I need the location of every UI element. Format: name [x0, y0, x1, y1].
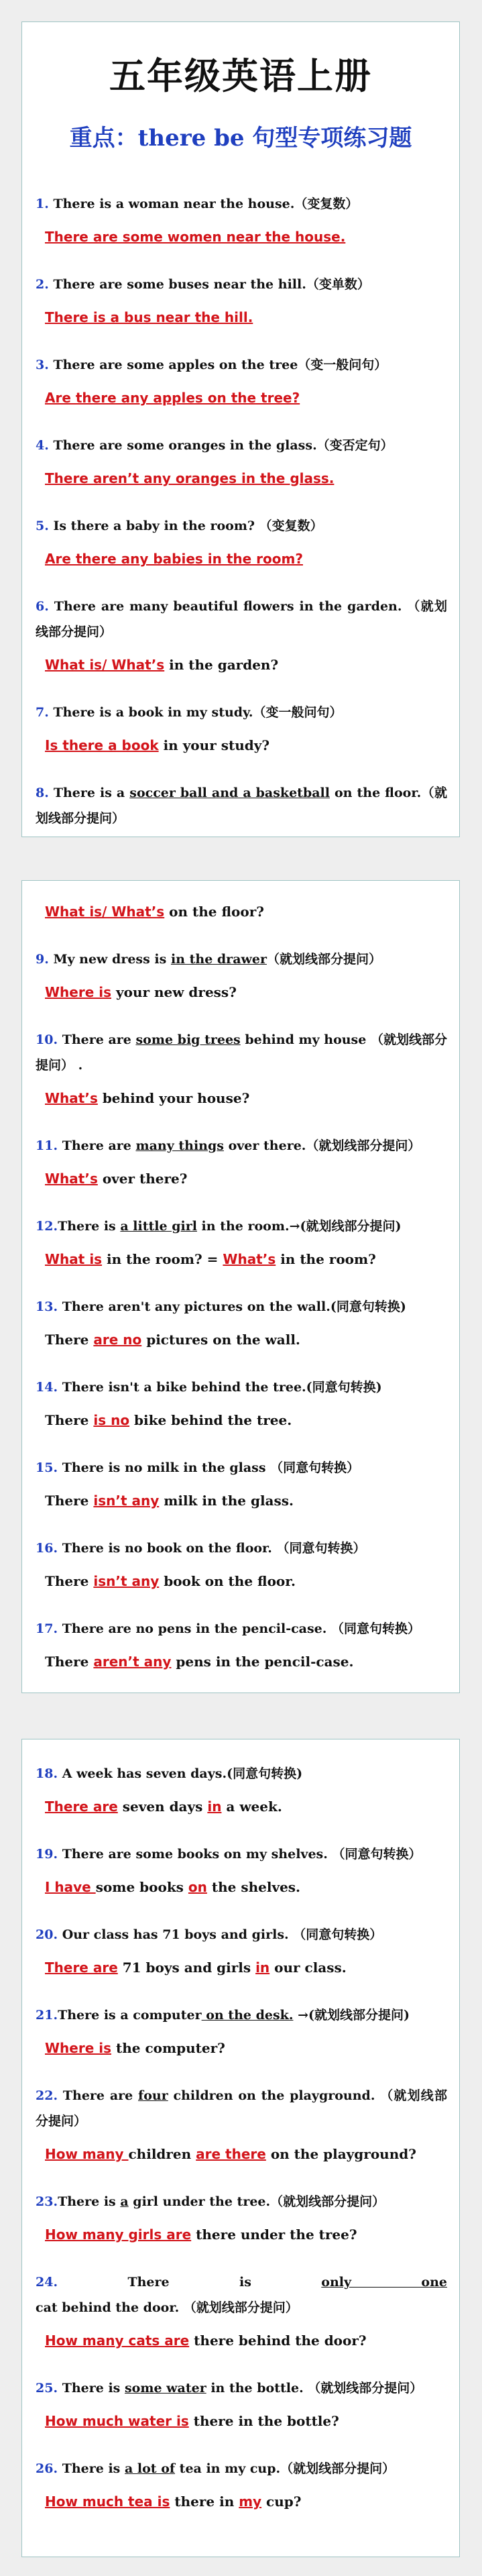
question-number: 11.: [36, 1138, 58, 1153]
question-18: [36, 1761, 447, 1820]
underlined-part: soccer ball and a basketball: [129, 786, 330, 800]
answer-text: isn’t any: [93, 1573, 160, 1589]
question-14: [36, 1375, 447, 1434]
question-text-pre: There are: [62, 2088, 139, 2103]
question-text-post: on the floor.（就划线部分提问）: [36, 786, 447, 826]
question-23: [36, 2189, 447, 2248]
answer-text: There are some women near the house.: [45, 229, 346, 245]
answer-rest: bike behind the tree.: [129, 1412, 292, 1428]
answer-rest: cup?: [261, 2493, 302, 2510]
answer-text: is no: [93, 1412, 130, 1428]
question-4: [36, 433, 447, 492]
question-13: [36, 1294, 447, 1353]
question-24: [36, 2269, 447, 2354]
answer-rest: pens in the pencil-case.: [171, 1654, 354, 1670]
answer-pre: There: [45, 1573, 94, 1589]
question-6: [36, 594, 447, 678]
question-text-post: in the bottle. （就划线部分提问）: [206, 2381, 423, 2396]
answer-text: What is: [45, 1251, 103, 1267]
question-text: There aren't any pictures on the wall.(同意句转换): [62, 1299, 406, 1314]
question-5: [36, 513, 447, 572]
answer-text: Is there a book: [45, 737, 159, 753]
question-12: [36, 1214, 447, 1273]
underlined-part: a little girl: [120, 1219, 197, 1234]
answer-pre: There: [45, 1332, 94, 1348]
question-number: 13.: [36, 1299, 58, 1314]
answer-text: What is/ What’s: [45, 657, 165, 673]
question-text: There are many beautiful flowers in the garden. （就划线部分提问）: [36, 599, 447, 639]
answer-rest: in the room?: [276, 1251, 376, 1267]
underlined-part: on the desk.: [201, 2008, 294, 2023]
answer-rest: on the floor?: [164, 904, 264, 920]
question-text-pre: There is: [62, 2461, 125, 2476]
answer-text: What is/ What’s: [45, 904, 165, 920]
question-19: [36, 1841, 447, 1900]
answer-rest: pictures on the wall.: [141, 1332, 300, 1348]
question-number: 19.: [36, 1847, 58, 1862]
answer-text: isn’t any: [93, 1493, 160, 1509]
answer-rest: there in the bottle?: [188, 2413, 339, 2429]
answer-text: Are there any babies in the room?: [45, 551, 303, 567]
answer-mid: in the room? =: [102, 1251, 223, 1267]
underlined-part: four: [138, 2088, 168, 2103]
question-15: [36, 1455, 447, 1514]
question-text: There is a book in my study.（变一般问句）: [53, 705, 343, 720]
question-text-post: in the room.→(就划线部分提问): [196, 1219, 402, 1234]
question-number: 12.: [36, 1219, 58, 1234]
question-text-post: children on the playground. （就划线部分提问）: [36, 2088, 447, 2129]
answer-text: I have: [45, 1879, 96, 1895]
answer-text: How much tea is: [45, 2493, 170, 2510]
question-8-answer: [36, 898, 447, 925]
answer-text: There are: [45, 1799, 118, 1815]
underlined-part: many things: [135, 1138, 224, 1153]
answer-mid: there in: [170, 2493, 239, 2510]
question-text: There isn't a bike behind the tree.(同意句转换): [62, 1380, 382, 1395]
question-number: 21.: [36, 2008, 58, 2023]
answer-text: There is a bus near the hill.: [45, 309, 253, 325]
question-number: 20.: [36, 1927, 58, 1942]
question-7: [36, 700, 447, 759]
answer-text-2: What’s: [223, 1251, 276, 1267]
answer-rest: the computer?: [111, 2040, 225, 2056]
underlined-part: some big trees: [135, 1032, 241, 1047]
question-25: [36, 2375, 447, 2434]
question-text: There are some books on my shelves. （同意句转换）: [62, 1847, 422, 1862]
answer-text: Are there any apples on the tree?: [45, 390, 300, 406]
question-number: 6.: [36, 599, 49, 614]
question-number: 2.: [36, 277, 49, 292]
answer-text: Where is: [45, 2040, 112, 2056]
question-number: 15.: [36, 1460, 58, 1475]
question-text-post: （就划线部分提问）: [266, 952, 381, 967]
question-number: 17.: [36, 1621, 58, 1636]
question-text-post: girl under the tree.（就划线部分提问）: [128, 2194, 385, 2209]
answer-rest: a week.: [221, 1799, 282, 1815]
answer-rest: your new dress?: [111, 984, 237, 1000]
answer-rest: our class.: [269, 1960, 347, 1976]
underlined-part: only one: [321, 2275, 447, 2290]
question-20: [36, 1922, 447, 1981]
question-1: [36, 191, 447, 250]
question-text-pre: There are: [62, 1032, 136, 1047]
answer-text: How many: [45, 2146, 129, 2162]
answer-rest: book on the floor.: [159, 1573, 296, 1589]
underlined-part: some water: [124, 2381, 206, 2396]
question-text-pre: There is: [58, 2194, 121, 2209]
question-text: There are some oranges in the glass.（变否定句）: [53, 438, 394, 453]
question-10: [36, 1027, 447, 1112]
question-26: [36, 2456, 447, 2515]
question-8: [36, 780, 447, 831]
question-text: There are some apples on the tree（变一般问句）: [53, 358, 387, 372]
answer-mid: some books: [95, 1879, 188, 1895]
question-number: 25.: [36, 2381, 58, 2396]
answer-text: How many cats are: [45, 2332, 190, 2349]
question-text-pre: My new dress is: [53, 952, 171, 967]
answer-pre: There: [45, 1412, 94, 1428]
question-number: 24.: [36, 2275, 58, 2290]
question-22: [36, 2083, 447, 2167]
underlined-part: in the drawer: [170, 952, 267, 967]
answer-text: How many girls are: [45, 2226, 192, 2243]
worksheet-page-2: [21, 880, 460, 1693]
answer-rest: behind your house?: [97, 1090, 250, 1106]
answer-text: What’s: [45, 1090, 98, 1106]
underlined-part: a: [120, 2194, 129, 2209]
question-number: 4.: [36, 438, 49, 453]
question-9: [36, 947, 447, 1006]
question-text: There is no milk in the glass （同意句转换）: [62, 1460, 360, 1475]
question-number: 22.: [36, 2088, 58, 2103]
question-text-pre: There is: [62, 2381, 125, 2396]
question-text-pre: There are: [62, 1138, 136, 1153]
question-number: 5.: [36, 519, 49, 533]
question-number: 14.: [36, 1380, 58, 1395]
answer-rest: on the playground?: [265, 2146, 416, 2162]
question-number: 7.: [36, 705, 49, 720]
question-text: There is a woman near the house.（变复数）: [53, 197, 359, 211]
answer-rest: in the garden?: [164, 657, 279, 673]
question-number: 1.: [36, 197, 49, 211]
question-text: There is no book on the floor. （同意句转换）: [62, 1541, 366, 1556]
page-title: 五年级英语上册: [109, 54, 372, 97]
question-text: There are some buses near the hill.（变单数）: [53, 277, 370, 292]
answer-text: What’s: [45, 1171, 98, 1187]
question-21: [36, 2002, 447, 2061]
page-subtitle: 重点：there be 句型专项练习题: [69, 125, 412, 152]
answer-text-2: are there: [196, 2146, 266, 2162]
answer-text-2: in: [255, 1960, 270, 1976]
answer-text: How much water is: [45, 2413, 189, 2429]
answer-mid: seven days: [117, 1799, 208, 1815]
answer-pre: There: [45, 1493, 94, 1509]
answer-text-2: in: [207, 1799, 222, 1815]
answer-text: aren’t any: [93, 1654, 172, 1670]
answer-mid: 71 boys and girls: [117, 1960, 256, 1976]
answer-rest: milk in the glass.: [159, 1493, 294, 1509]
answer-text: There are: [45, 1960, 118, 1976]
question-text-post: tea in my cup.（就划线部分提问）: [175, 2461, 396, 2476]
question-16: [36, 1536, 447, 1595]
answer-text: Where is: [45, 984, 112, 1000]
answer-rest: there under the tree?: [191, 2226, 357, 2243]
question-text: Our class has 71 boys and girls. （同意句转换）: [62, 1927, 383, 1942]
answer-rest: there behind the door?: [189, 2332, 367, 2349]
worksheet-page-3: [21, 1739, 460, 2557]
question-number: 26.: [36, 2461, 58, 2476]
question-3: [36, 352, 447, 411]
question-number: 10.: [36, 1032, 58, 1047]
question-text: Is there a baby in the room? （变复数）: [53, 519, 323, 533]
answer-text: are no: [93, 1332, 142, 1348]
question-number: 18.: [36, 1766, 58, 1781]
answer-text-2: my: [239, 2493, 262, 2510]
answer-text: There aren’t any oranges in the glass.: [45, 470, 335, 486]
answer-mid: children: [128, 2146, 196, 2162]
question-text-post: over there.（就划线部分提问）: [223, 1138, 421, 1153]
question-text-post: cat behind the door. （就划线部分提问）: [36, 2300, 298, 2315]
question-text-post: behind my house （就划线部分提问） .: [36, 1032, 447, 1073]
question-number: 9.: [36, 952, 49, 967]
worksheet-page-1: [21, 21, 460, 837]
answer-text-2: on: [188, 1879, 207, 1895]
question-2: [36, 272, 447, 331]
question-11: [36, 1133, 447, 1192]
answer-rest: the shelves.: [206, 1879, 301, 1895]
question-text-pre: There is: [58, 1219, 121, 1234]
question-number: 23.: [36, 2194, 58, 2209]
question-number: 16.: [36, 1541, 58, 1556]
answer-rest: over there?: [97, 1171, 188, 1187]
answer-pre: There: [45, 1654, 94, 1670]
question-text-pre: There is a computer: [58, 2008, 202, 2023]
question-text-pre: There is: [127, 2275, 322, 2290]
underlined-part: a lot of: [124, 2461, 176, 2476]
question-17: [36, 1616, 447, 1675]
question-number: 8.: [36, 786, 49, 800]
question-text-pre: There is a: [53, 786, 130, 800]
question-number: 3.: [36, 358, 49, 372]
question-text: There are no pens in the pencil-case. （同意句转换）: [62, 1621, 420, 1636]
question-text: A week has seven days.(同意句转换): [62, 1766, 303, 1781]
answer-rest: in your study?: [158, 737, 270, 753]
question-text-post: →(就划线部分提问): [293, 2008, 410, 2023]
